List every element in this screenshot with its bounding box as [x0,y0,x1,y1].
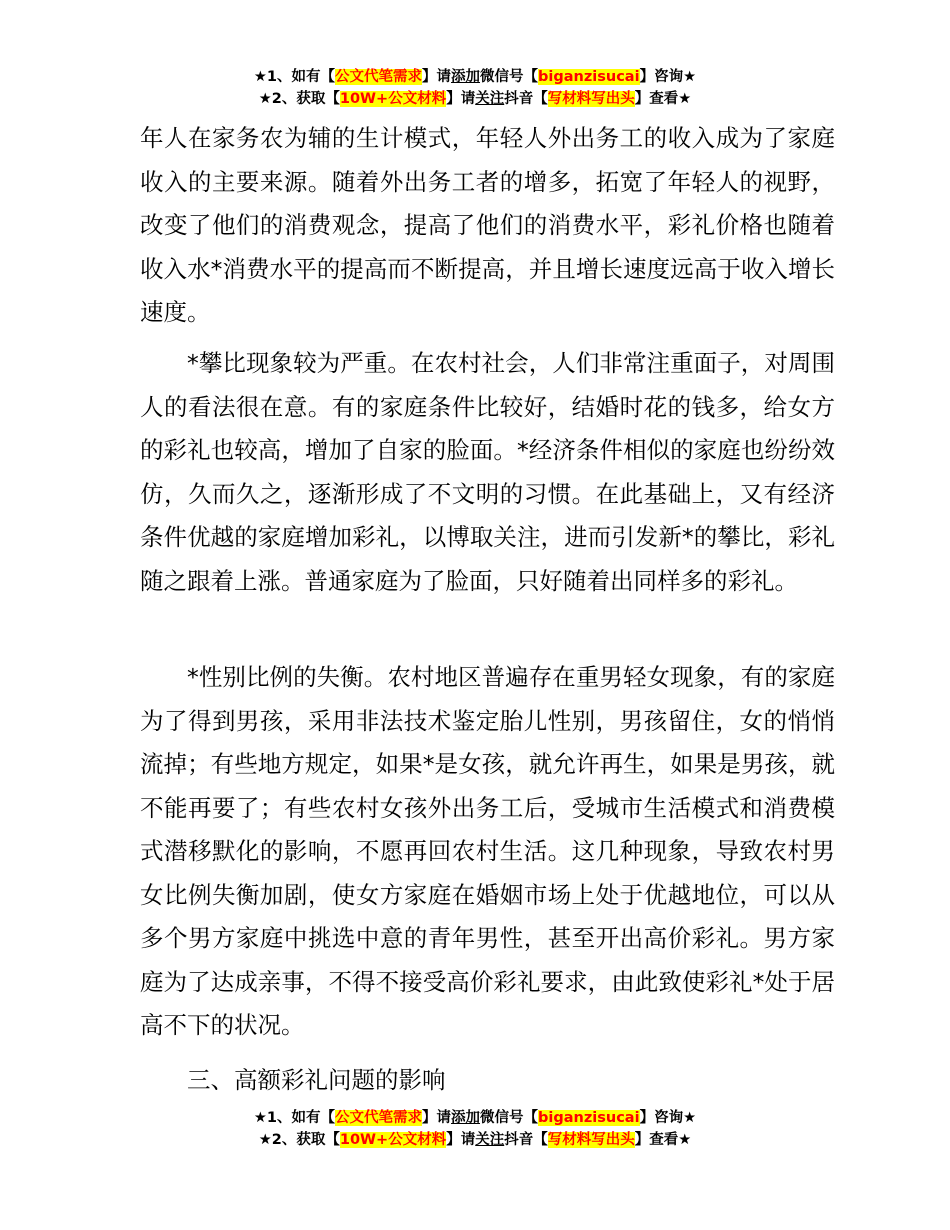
banner-text: 】查看★ [634,1132,692,1148]
banner-text: ★1、如有【 [253,1110,336,1126]
paragraph-gender-ratio: *性别比例的失衡。农村地区普遍存在重男轻女现象，有的家庭为了得到男孩，采用非法技术鉴定胎儿性别，男孩留住，女的悄悄流掉；有些地方规定，如果*是女孩，就允许再生，如果是男孩，就不能再要了；有些农村女孩外出务工后，受城市生活模式和消费模式潜移默化的影响，不愿再回农村生活。这几种现象，导致农村男女比例失衡加剧，使女方家庭在婚姻市场上处于优越地位，可以从多个男方家庭中挑选中意的青年男性，甚至开出高价彩礼。男方家庭为了达成亲事，不得不接受高价彩礼要求，由此致使彩礼*处于居高不下的状况。 [140,663,835,1039]
banner-text: 】请 [446,1132,476,1148]
banner-line-2 [0,88,950,110]
highlight-douyin-account: 写材料写出头 [547,1132,635,1148]
banner-text: 】请 [446,91,476,107]
banner-text: 】咨询★ [639,1110,697,1126]
underlined-text: 关注 [475,91,505,107]
banner-text: 抖音【 [504,91,548,107]
highlight-materials: 10W+公文材料 [339,91,447,107]
banner-text: 】咨询★ [639,69,697,85]
promo-banner-bottom [0,1107,950,1151]
banner-text: 】请 [422,69,452,85]
banner-line-2 [0,1129,950,1151]
banner-text: ★1、如有【 [253,69,336,85]
highlight-wechat-id: biganzisucai [538,69,640,85]
banner-text: 】查看★ [634,91,692,107]
highlight-service: 公文代笔需求 [335,1110,423,1126]
highlight-materials: 10W+公文材料 [339,1132,447,1148]
banner-text: 微信号【 [480,69,539,85]
paragraph-comparison: *攀比现象较为严重。在农村社会，人们非常注重面子，对周围人的看法很在意。有的家庭条件比较好，结婚时花的钱多，给女方的彩礼也较高，增加了自家的脸面。*经济条件相似的家庭也纷纷效仿，久而久之，逐渐形成了不文明的习惯。在此基础上，又有经济条件优越的家庭增加彩礼，以博取关注，进而引发新*的攀比，彩礼随之跟着上涨。普通家庭为了脸面，只好随着出同样多的彩礼。 [140,349,835,595]
underlined-text: 添加 [451,1110,481,1126]
banner-text: ★2、获取【 [258,91,340,107]
banner-text: 】请 [422,1110,452,1126]
promo-banner-top [0,66,950,110]
banner-text: 抖音【 [504,1132,548,1148]
banner-text: 微信号【 [480,1110,539,1126]
highlight-service: 公文代笔需求 [335,69,423,85]
highlight-wechat-id: biganzisucai [538,1110,640,1126]
highlight-douyin-account: 写材料写出头 [547,91,635,107]
banner-line-1 [0,1107,950,1129]
paragraph-continued: 年人在家务农为辅的生计模式，年轻人外出务工的收入成为了家庭收入的主要来源。随着外出务工者的增多，拓宽了年轻人的视野，改变了他们的消费观念，提高了他们的消费水平，彩礼价格也随着收入水*消费水平的提高而不断提高，并且增长速度远高于收入增长速度。 [140,124,835,326]
underlined-text: 添加 [451,69,481,85]
section-heading: 三、高额彩礼问题的影响 [187,1066,446,1094]
banner-line-1 [0,66,950,88]
underlined-text: 关注 [475,1132,505,1148]
banner-text: ★2、获取【 [258,1132,340,1148]
